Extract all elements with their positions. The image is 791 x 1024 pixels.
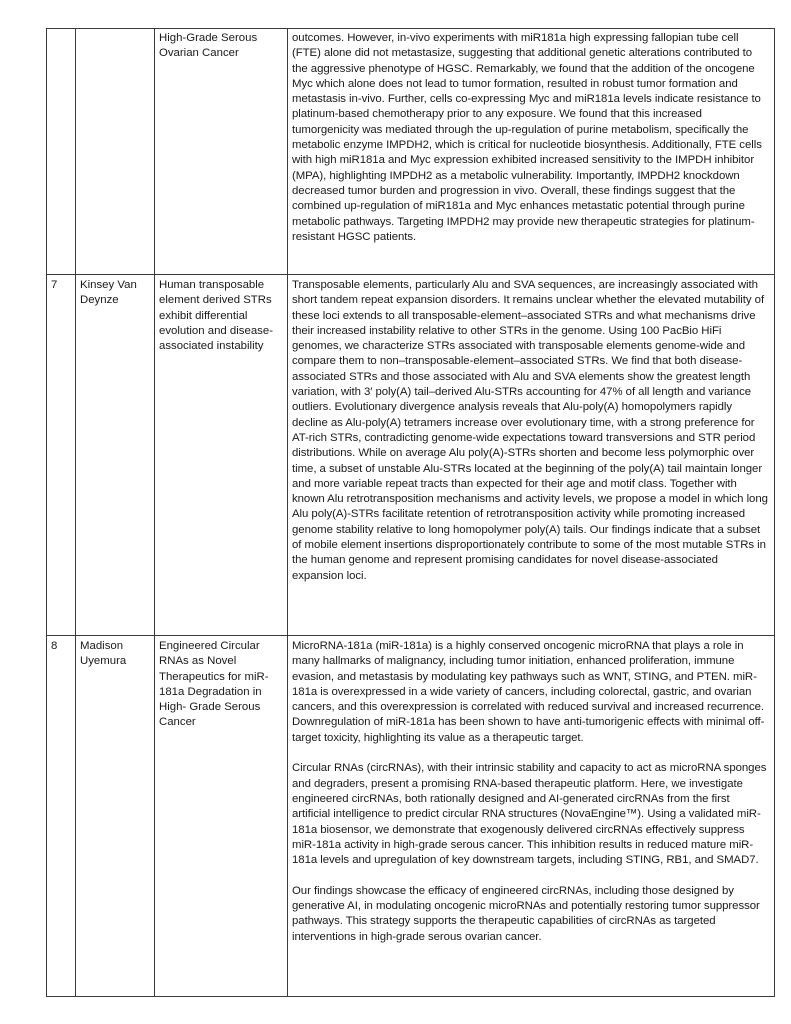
table-row bbox=[47, 275, 775, 636]
abstract-paragraph: MicroRNA-181a (miR-181a) is a highly conserved oncogenic microRNA that plays a role in many hallmarks of malignancy, including tumor initiation, enhanced proliferation, immune evasion, and metastasis by modulating key pathways such as WNT, STING, and PTEN. miR-181a is overexpressed in a wide variety of cancers, including colorectal, gastric, and ovarian cancers, and this overexpression is correlated with reduced survival and increased recurrence. Downregulation of miR-181a has been shown to have anti-tumorigenic effects with minimal off-target toxicity, highlighting its value as a therapeutic target. bbox=[292, 640, 765, 744]
abstract-cell bbox=[288, 29, 775, 275]
presenter-cell: Madison Uyemura bbox=[76, 636, 155, 997]
abstract-paragraph: Our findings showcase the efficacy of engineered circRNAs, including those designed by generative AI, in modulating oncogenic microRNAs and potentially restoring tumor suppressor pathways. This strategy supports the therapeutic capabilities of circRNAs as targeted interventions in high-grade serous ovarian cancer. bbox=[292, 884, 760, 943]
title-cell: Human transposable element derived STRs exhibit differential evolution and disease-associated instability bbox=[155, 275, 288, 636]
table-row bbox=[47, 636, 775, 997]
table-row bbox=[47, 29, 775, 275]
abstract-paragraph: Transposable elements, particularly Alu and SVA sequences, are increasingly associated with short tandem repeat expansion disorders. It remains unclear whether the elevated mutability of these loci extends to all transposable-element–associated STRs and what mechanisms drive their increased instability relative to other STRs in the genome. Using 100 PacBio HiFi genomes, we characterize STRs associated with transposable elements genome-wide and compare them to non–transposable-element–associated STRs. We find that both disease-associated STRs and those associated with Alu and SVA elements show the greatest length variation, with 3′ poly(A) tail–derived Alu-STRs accounting for 47% of all length and variance outliers. Evolutionary divergence analysis reveals that Alu-poly(A) homopolymers rapidly decline as Alu-poly(A) tetramers increase over evolutionary time, with a strong preference for AT-rich STRs, contradicting genome-wide expectations toward transversions and STR period distributions. While on average Alu poly(A)-STRs shorten and become less polymorphic over time, a subset of unstable Alu-STRs located at the beginning of the poly(A) tail maintain longer and more variable repeat tracts than expected for their age and motif class. Together with known Alu retrotransposition mechanisms and activity levels, we propose a model in which long Alu poly(A)-STRs facilitate retention of retrotransposition activity while promoting increased genome stability relative to long homopolymer poly(A) tails. Our findings indicate that a subset of mobile element insertions disproportionately contribute to some of the most mutable STRs in the human genome and represent promising candidates for novel disease-associated expansion loci. bbox=[292, 279, 768, 582]
abstract-cell bbox=[288, 636, 775, 997]
title-cell: Engineered Circular RNAs as Novel Therapeutics for miR-181a Degradation in High- Grade Serous Cancer bbox=[155, 636, 288, 997]
row-number-cell bbox=[47, 29, 76, 275]
title-cell: High-Grade Serous Ovarian Cancer bbox=[155, 29, 288, 275]
abstract-paragraph: outcomes. However, in-vivo experiments with miR181a high expressing fallopian tube cell (FTE) alone did not metastasize, suggesting that additional genetic alterations contributed to the aggressive phenotype of HGSC. Remarkably, we found that the addition of the oncogene Myc which alone does not lead to tumor formation, resulted in robust tumor formation and metastasis in-vivo. Further, cells co-expressing Myc and miR181a levels indicate resistance to platinum-based chemotherapy prior to any exposure. We found that this increased tumorgenicity was mediated through the up-regulation of purine metabolism, specifically the metabolic enzyme IMPDH2, which is critical for nucleotide biosynthesis. Additionally, FTE cells with high miR181a and Myc expression exhibited increased sensitivity to the IMPDH inhibitor (MPA), highlighting IMPDH2 as a metabolic vulnerability. Importantly, IMPDH2 knockdown decreased tumor burden and progression in vivo. Overall, these findings suggest that the combined up-regulation of miR181a and Myc enhances metastatic potential through purine metabolic pathways. Targeting IMPDH2 may provide new therapeutic strategies for platinum-resistant HGSC patients. bbox=[292, 32, 762, 243]
row-number-cell: 8 bbox=[47, 636, 76, 997]
presenter-cell bbox=[76, 29, 155, 275]
row-number-cell: 7 bbox=[47, 275, 76, 636]
presenter-cell: Kinsey Van Deynze bbox=[76, 275, 155, 636]
abstract-cell bbox=[288, 275, 775, 636]
abstracts-table bbox=[46, 28, 775, 997]
abstract-paragraph: Circular RNAs (circRNAs), with their intrinsic stability and capacity to act as microRNA sponges and degraders, present a promising RNA-based therapeutic platform. Here, we investigate engineered circRNAs, both rationally designed and AI-generated circRNAs from the first artificial intelligence to predict circular RNA structures (NovaEngine™). Using a validated miR-181a biosensor, we demonstrate that exogenously delivered circRNAs effectively suppress miR-181a activity in high-grade serous cancer. This inhibition results in reduced mature miR-181a levels and upregulation of key downstream targets, including STING, RB1, and SMAD7. bbox=[292, 762, 767, 867]
